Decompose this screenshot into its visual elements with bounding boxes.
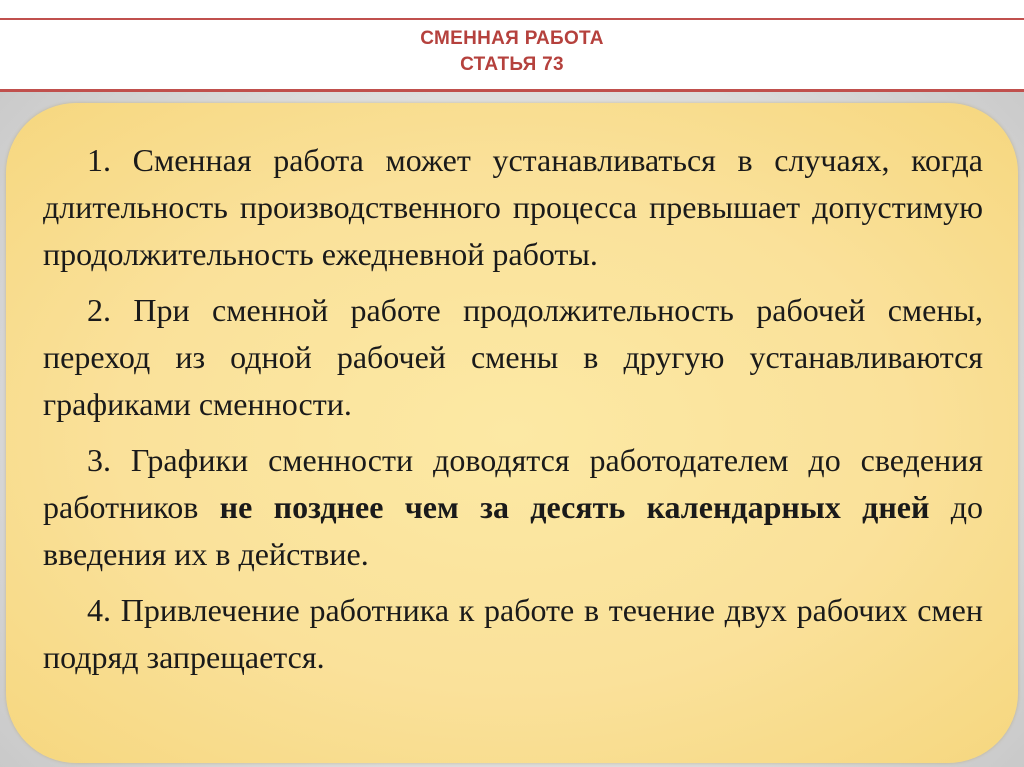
paragraph-1: 1. Сменная работа может устанавливаться в случаях, когда длительность производственного процесса превышает допустимую продолжительность ежедневной работы. — [43, 142, 983, 272]
slide-header — [0, 0, 1024, 92]
paragraph-3 — [43, 437, 983, 578]
paragraph-3-end: до введения их в действие. — [43, 489, 984, 572]
title-line-2: СТАТЬЯ 73 — [460, 54, 564, 75]
paragraph-3-emphasis: не позднее чем за десять календарных дней — [219, 489, 930, 525]
title-line-1: СМЕННАЯ РАБОТА — [420, 28, 604, 49]
header-top-rule — [0, 18, 1024, 20]
header-bottom-rule — [0, 89, 1024, 92]
article-text — [43, 137, 983, 690]
paragraph-4: 4. Привлечение работника к работе в течение двух рабочих смен подряд запрещается. — [43, 592, 983, 675]
paragraph-2: 2. При сменной работе продолжительность рабочей смены, переход из одной рабочей смены в другую устанавливаются графиками сменности. — [43, 292, 983, 422]
slide-title — [0, 26, 1024, 78]
paragraph-3-start: 3. Графики сменности доводятся работодателем до сведения работников — [43, 442, 983, 525]
